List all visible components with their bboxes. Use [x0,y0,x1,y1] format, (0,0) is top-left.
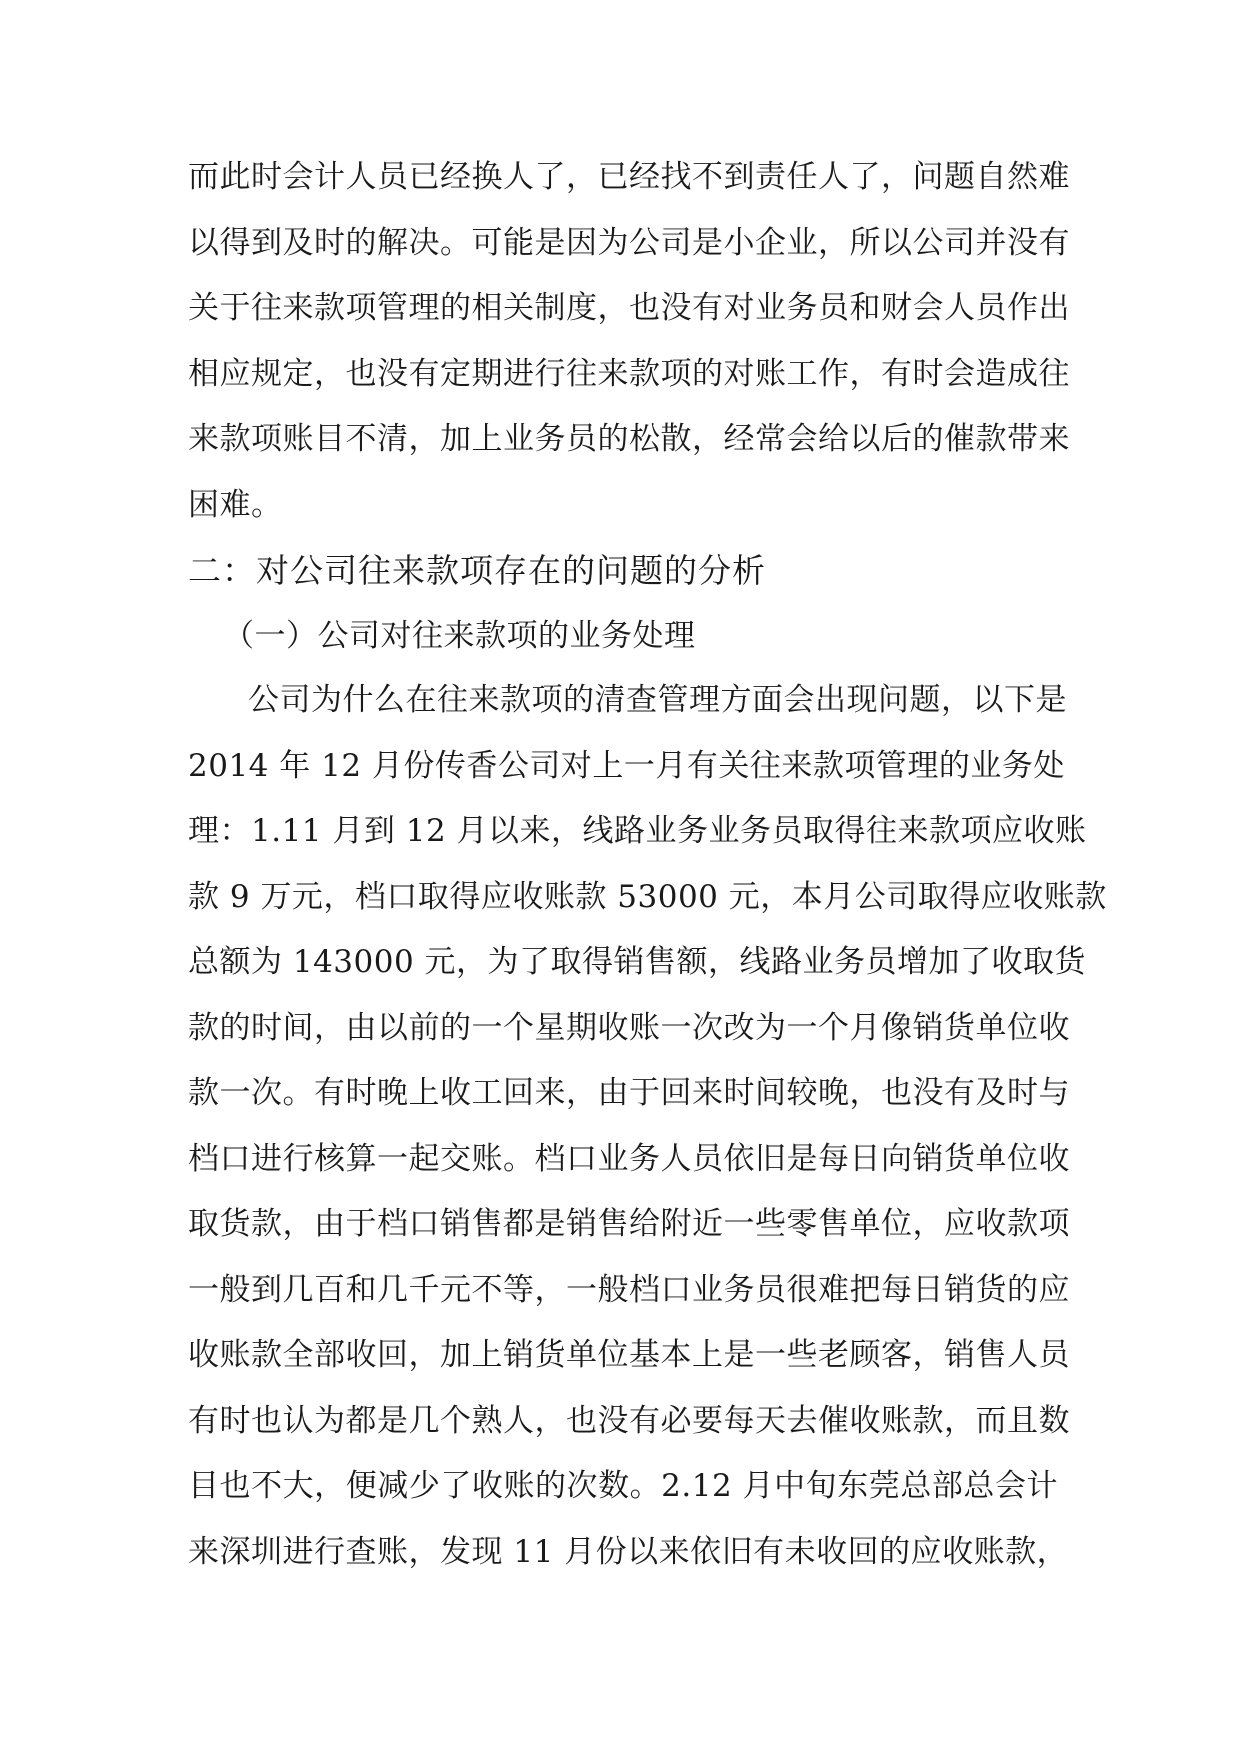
text-line: 公司为什么在往来款项的清查管理方面会出现问题，以下是 [248,682,1067,718]
subsection-heading: （一）公司对往来款项的业务处理 [223,618,696,654]
text-line: 档口进行核算一起交账。档口业务人员依旧是每日向销货单位收 [188,1140,1070,1177]
text-line: 来款项账目不清，加上业务员的松散，经常会给以后的催款带来 [188,421,1070,457]
text-line: 相应规定，也没有定期进行往来款项的对账工作，有时会造成往 [188,355,1070,392]
text-line: 来深圳进行查账，发现 11 月份以来依旧有未收回的应收账款， [188,1533,1069,1570]
text-line: 有时也认为都是几个熟人，也没有必要每天去催收账款，而且数 [188,1402,1070,1439]
text-line: 款 9 万元，档口取得应收账款 53000 元，本月公司取得应收账款 [188,878,1107,915]
document-body [188,145,1107,1585]
text-line: 困难。 [188,486,283,523]
text-line: 关于往来款项管理的相关制度，也没有对业务员和财会人员作出 [188,290,1070,326]
section-heading: 二：对公司往来款项存在的问题的分析 [188,551,766,590]
text-line: 一般到几百和几千元不等，一般档口业务员很难把每日销货的应 [188,1271,1070,1308]
paragraph-business-processing [188,668,1107,1585]
text-line: 理：1.11 月到 12 月以来，线路业务业务员取得往来款项应收账 [188,813,1087,849]
text-line: 取货款，由于档口销售都是销售给附近一些零售单位，应收款项 [188,1206,1070,1242]
text-line: 总额为 143000 元，为了取得销售额，线路业务员增加了收取货 [188,944,1087,980]
text-line: 收账款全部收回，加上销货单位基本上是一些老顾客，销售人员 [188,1337,1070,1373]
text-line: 以得到及时的解决。可能是因为公司是小企业，所以公司并没有 [188,224,1070,261]
text-line: 而此时会计人员已经换人了，已经找不到责任人了，问题自然难 [188,159,1070,195]
text-line: 目也不大，便减少了收账的次数。2.12 月中旬东莞总部总会计 [188,1468,1058,1504]
text-line: 款一次。有时晚上收工回来，由于回来时间较晚，也没有及时与 [188,1075,1070,1111]
text-line: 2014 年 12 月份传香公司对上一月有关往来款项管理的业务处 [188,747,1065,784]
text-line: 款的时间，由以前的一个星期收账一次改为一个月像销货单位收 [188,1009,1070,1046]
paragraph-continued [188,145,1070,538]
